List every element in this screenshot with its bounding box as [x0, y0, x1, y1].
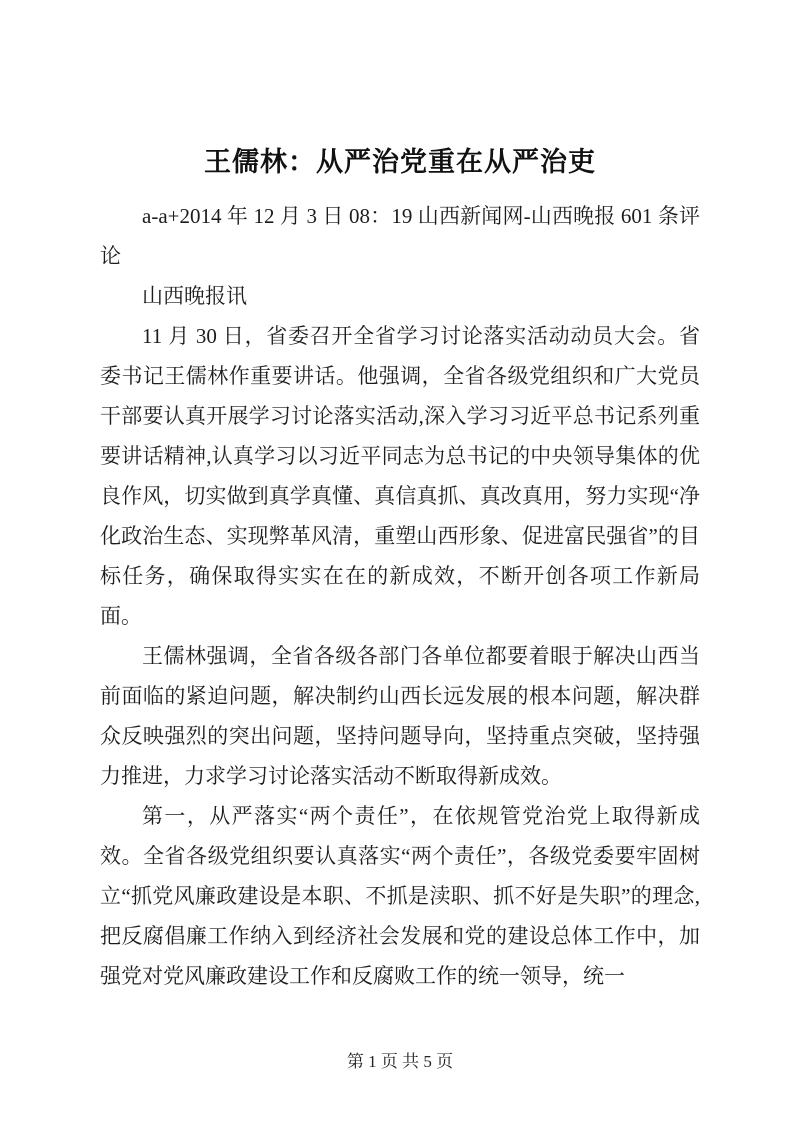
document-content — [100, 140, 700, 996]
body-paragraph-1: 11 月 30 日，省委召开全省学习讨论落实活动动员大会。省委书记王儒林作重要讲话。他强调，全省各级党组织和广大党员干部要认真开展学习讨论落实活动,深入学习习近平总书记系列重要讲话精神,认真学习以习近平同志为总书记的中央领导集体的优良作风，切实做到真学真懂、真信真抓、真改真用，努力实现“净化政治生态、实现弊革风清，重塑山西形象、促进富民强省”的目标任务，确保取得实实在在的新成效，不断开创各项工作新局面。 — [100, 324, 700, 628]
body-paragraph-2: 王儒林强调，全省各级各部门各单位都要着眼于解决山西当前面临的紧迫问题，解决制约山西长远发展的根本问题，解决群众反映强烈的突出问题，坚持问题导向，坚持重点突破，坚持强力推进，力求学习讨论落实活动不断取得新成效。 — [100, 644, 700, 788]
body-paragraph-3: 第一，从严落实“两个责任”，在依规管党治党上取得新成效。全省各级党组织要认真落实“两个责任”，各级党委要牢固树立“抓党风廉政建设是本职、不抓是渎职、抓不好是失职”的理念,把反腐倡廉工作纳入到经济社会发展和党的建设总体工作中，加强党对党风廉政建设工作和反腐败工作的统一领导，统一 — [100, 804, 700, 988]
document-title: 王儒林：从严治党重在从严治吏 — [204, 147, 596, 177]
article-meta-line: a-a+2014 年 12 月 3 日 08：19 山西新闻网-山西晚报 601 条评论 — [100, 204, 700, 268]
page-number-indicator: 第 1 页 共 5 页 — [346, 1052, 454, 1071]
article-byline: 山西晚报讯 — [142, 284, 247, 308]
